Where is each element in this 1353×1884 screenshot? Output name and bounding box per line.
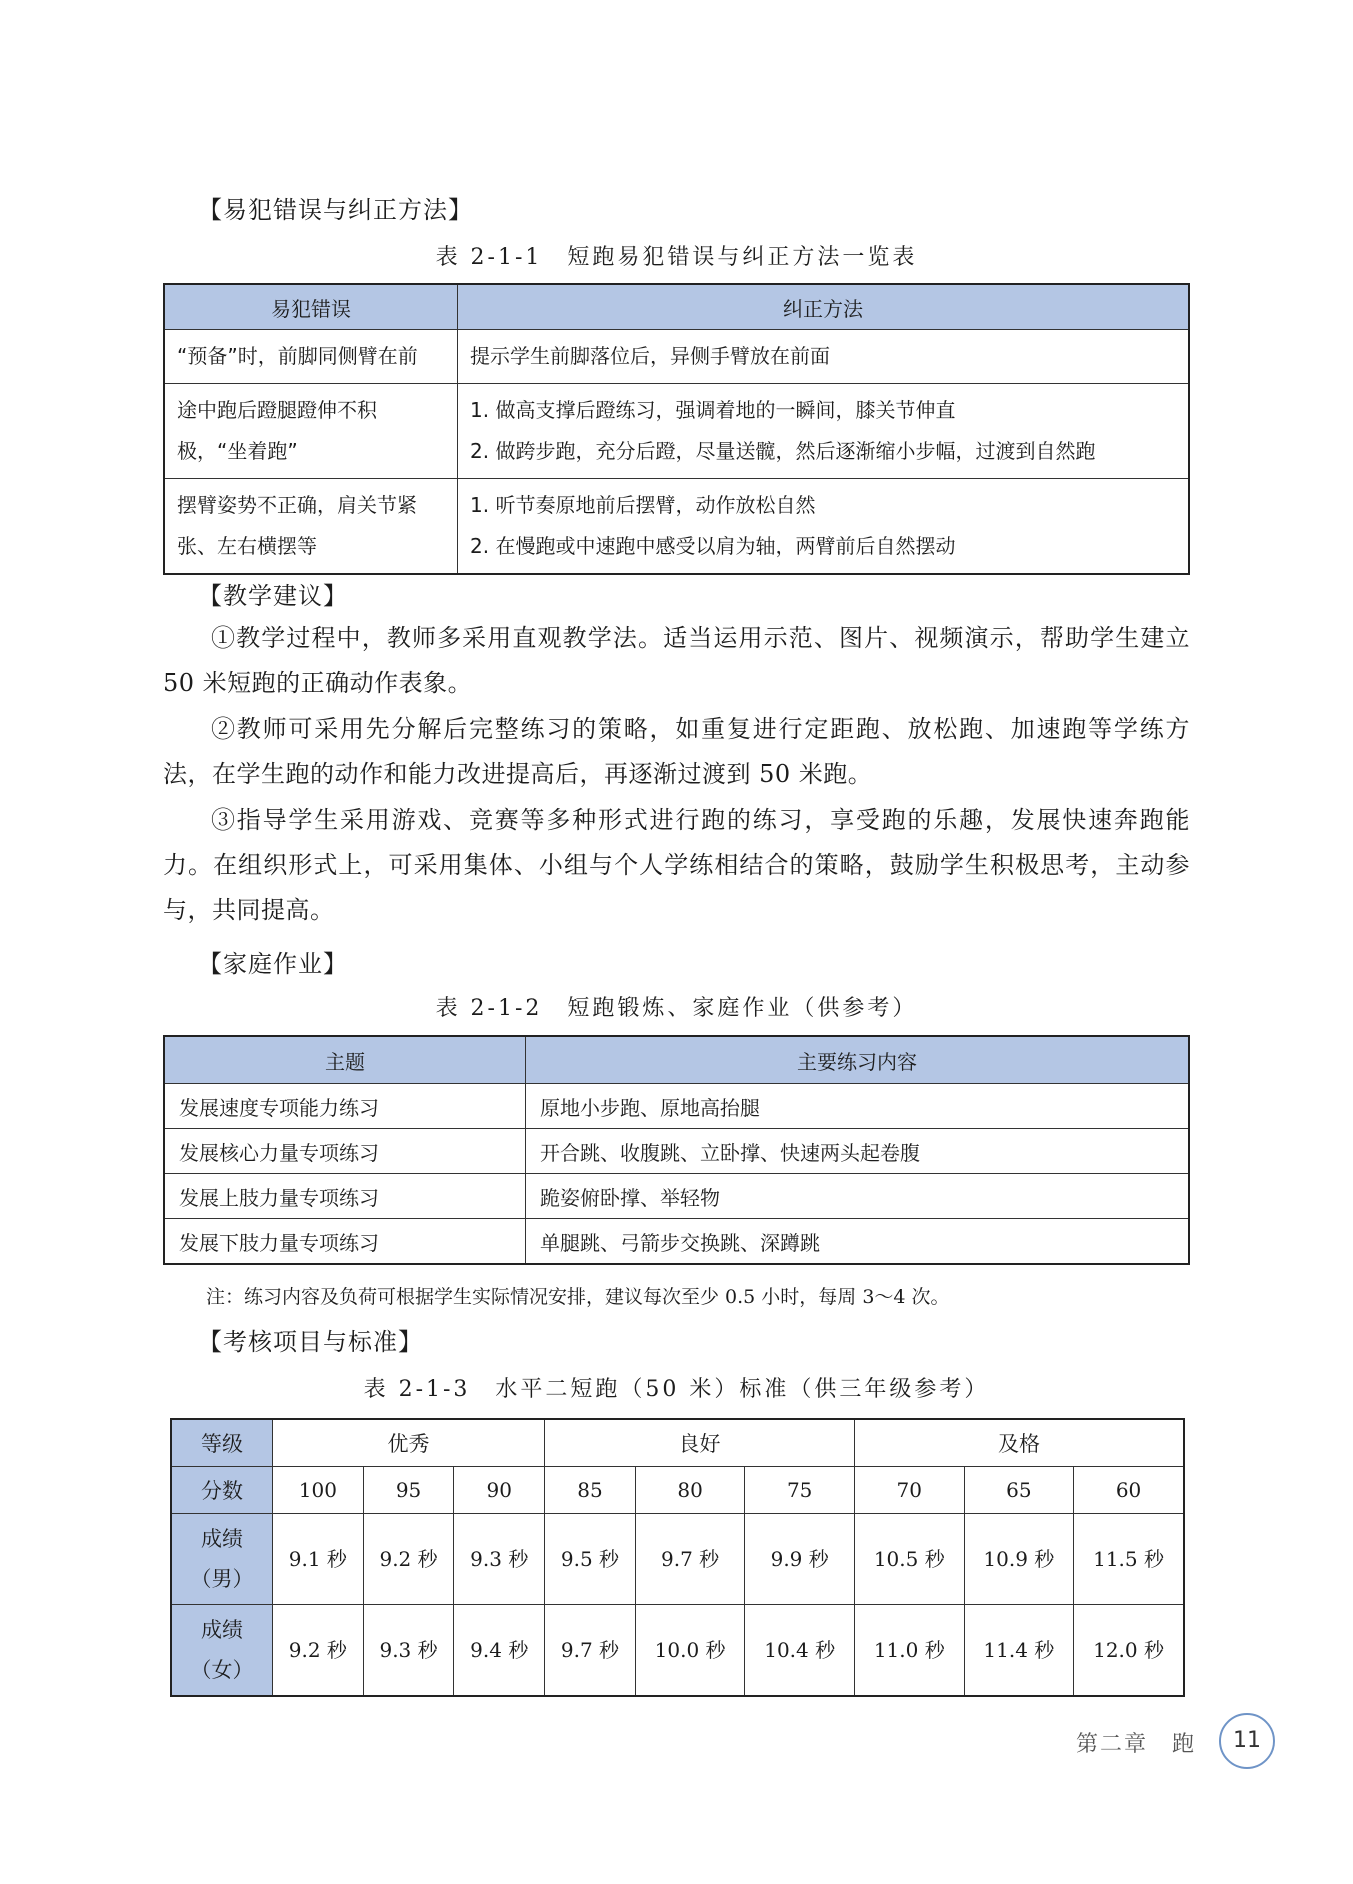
paragraph: ①教学过程中，教师多采用直观教学法。适当运用示范、图片、视频演示，帮助学生建立 50 米短跑的正确动作表象。 bbox=[163, 624, 1190, 697]
male-label-line2: （男） bbox=[190, 1567, 254, 1591]
table-row bbox=[164, 384, 1189, 479]
homework-table bbox=[163, 1035, 1190, 1265]
section-heading-errors: 【易犯错误与纠正方法】 bbox=[198, 196, 473, 224]
fix-cell bbox=[458, 479, 1190, 575]
score-cell: 65 bbox=[964, 1467, 1074, 1514]
table-row bbox=[164, 1084, 1189, 1129]
male-time-cell: 9.9 秒 bbox=[745, 1514, 855, 1605]
female-time-cell: 9.3 秒 bbox=[363, 1605, 454, 1697]
female-label-line1: 成绩 bbox=[201, 1618, 243, 1642]
table-caption-2: 表 2-1-2 短跑锻炼、家庭作业（供参考） bbox=[435, 996, 918, 1021]
table-header-cell: 易犯错误 bbox=[164, 284, 458, 330]
fix-cell bbox=[458, 384, 1190, 479]
score-cell: 100 bbox=[273, 1467, 364, 1514]
topic-cell: 发展上肢力量专项练习 bbox=[164, 1174, 526, 1219]
table-header-row bbox=[164, 1036, 1189, 1084]
male-label-line1: 成绩 bbox=[201, 1527, 243, 1551]
table-row bbox=[164, 1174, 1189, 1219]
male-time-cell: 10.9 秒 bbox=[964, 1514, 1074, 1605]
score-cell: 60 bbox=[1074, 1467, 1184, 1514]
topic-cell: 发展下肢力量专项练习 bbox=[164, 1219, 526, 1265]
female-label-line2: （女） bbox=[190, 1658, 254, 1682]
fix-cell bbox=[458, 330, 1190, 384]
male-time-cell: 9.5 秒 bbox=[545, 1514, 636, 1605]
score-label: 分数 bbox=[171, 1467, 273, 1514]
grade-group: 及格 bbox=[854, 1419, 1184, 1467]
female-time-cell: 12.0 秒 bbox=[1074, 1605, 1184, 1697]
score-cell: 85 bbox=[545, 1467, 636, 1514]
grade-label: 等级 bbox=[171, 1419, 273, 1467]
male-time-cell: 9.1 秒 bbox=[273, 1514, 364, 1605]
error-cell: 途中跑后蹬腿蹬伸不积极，“坐着跑” bbox=[164, 384, 458, 479]
score-cell: 75 bbox=[745, 1467, 855, 1514]
male-time-cell: 9.2 秒 bbox=[363, 1514, 454, 1605]
table-row bbox=[164, 479, 1189, 575]
female-time-cell: 10.0 秒 bbox=[635, 1605, 745, 1697]
score-cell: 95 bbox=[363, 1467, 454, 1514]
chapter-title: 第二章 跑 bbox=[1076, 1732, 1197, 1757]
grade-row bbox=[171, 1419, 1184, 1467]
score-row bbox=[171, 1467, 1184, 1514]
male-time-cell: 10.5 秒 bbox=[854, 1514, 964, 1605]
table-row bbox=[164, 1219, 1189, 1265]
female-time-cell: 10.4 秒 bbox=[745, 1605, 855, 1697]
error-cell: “预备”时，前脚同侧臂在前 bbox=[164, 330, 458, 384]
female-time-cell: 11.4 秒 bbox=[964, 1605, 1074, 1697]
content-cell: 开合跳、收腹跳、立卧撑、快速两头起卷腹 bbox=[526, 1129, 1190, 1174]
fix-line: 1. 做高支撑后蹬练习，强调着地的一瞬间，膝关节伸直 bbox=[470, 398, 956, 422]
female-label bbox=[171, 1605, 273, 1697]
table-header-cell: 主要练习内容 bbox=[526, 1036, 1190, 1084]
errors-table bbox=[163, 283, 1190, 575]
topic-cell: 发展核心力量专项练习 bbox=[164, 1129, 526, 1174]
female-time-cell: 9.2 秒 bbox=[273, 1605, 364, 1697]
content-cell: 原地小步跑、原地高抬腿 bbox=[526, 1084, 1190, 1129]
grade-group: 优秀 bbox=[273, 1419, 545, 1467]
fix-line: 2. 做跨步跑，充分后蹬，尽量送髋，然后逐渐缩小步幅，过渡到自然跑 bbox=[470, 439, 1096, 463]
fix-line: 2. 在慢跑或中速跑中感受以肩为轴，两臂前后自然摆动 bbox=[470, 534, 956, 558]
female-time-cell: 9.7 秒 bbox=[545, 1605, 636, 1697]
score-cell: 80 bbox=[635, 1467, 745, 1514]
homework-note: 注：练习内容及负荷可根据学生实际情况安排，建议每次至少 0.5 小时，每周 3～4 次。 bbox=[206, 1286, 950, 1308]
female-time-cell: 11.0 秒 bbox=[854, 1605, 964, 1697]
male-label bbox=[171, 1514, 273, 1605]
table-header-row bbox=[164, 284, 1189, 330]
table-row bbox=[164, 330, 1189, 384]
male-time-cell: 11.5 秒 bbox=[1074, 1514, 1184, 1605]
section-heading-teaching: 【教学建议】 bbox=[198, 582, 348, 610]
standards-table bbox=[170, 1418, 1185, 1697]
male-row bbox=[171, 1514, 1184, 1605]
grade-group: 良好 bbox=[545, 1419, 855, 1467]
female-time-cell: 9.4 秒 bbox=[454, 1605, 545, 1697]
score-cell: 70 bbox=[854, 1467, 964, 1514]
paragraph: ③指导学生采用游戏、竞赛等多种形式进行跑的练习，享受跑的乐趣，发展快速奔跑能力。在组织形式上，可采用集体、小组与个人学练相结合的策略，鼓励学生积极思考，主动参与，共同提高。 bbox=[163, 806, 1190, 924]
section-heading-homework: 【家庭作业】 bbox=[198, 950, 348, 978]
score-cell: 90 bbox=[454, 1467, 545, 1514]
content-cell: 单腿跳、弓箭步交换跳、深蹲跳 bbox=[526, 1219, 1190, 1265]
female-row bbox=[171, 1605, 1184, 1697]
fix-line: 提示学生前脚落位后，异侧手臂放在前面 bbox=[470, 344, 830, 368]
content-cell: 跪姿俯卧撑、举轻物 bbox=[526, 1174, 1190, 1219]
fix-line: 1. 听节奏原地前后摆臂，动作放松自然 bbox=[470, 493, 816, 517]
table-row bbox=[164, 1129, 1189, 1174]
paragraph: ②教师可采用先分解后完整练习的策略，如重复进行定距跑、放松跑、加速跑等学练方法，在学生跑的动作和能力改进提高后，再逐渐过渡到 50 米跑。 bbox=[163, 715, 1190, 788]
error-cell: 摆臂姿势不正确，肩关节紧张、左右横摆等 bbox=[164, 479, 458, 575]
male-time-cell: 9.7 秒 bbox=[635, 1514, 745, 1605]
topic-cell: 发展速度专项能力练习 bbox=[164, 1084, 526, 1129]
page-number: 11 bbox=[1219, 1713, 1275, 1769]
table-header-cell: 纠正方法 bbox=[458, 284, 1190, 330]
table-header-cell: 主题 bbox=[164, 1036, 526, 1084]
male-time-cell: 9.3 秒 bbox=[454, 1514, 545, 1605]
table-caption-1: 表 2-1-1 短跑易犯错误与纠正方法一览表 bbox=[435, 245, 918, 270]
table-caption-3: 表 2-1-3 水平二短跑（50 米）标准（供三年级参考） bbox=[363, 1377, 990, 1402]
section-heading-assessment: 【考核项目与标准】 bbox=[198, 1328, 423, 1356]
